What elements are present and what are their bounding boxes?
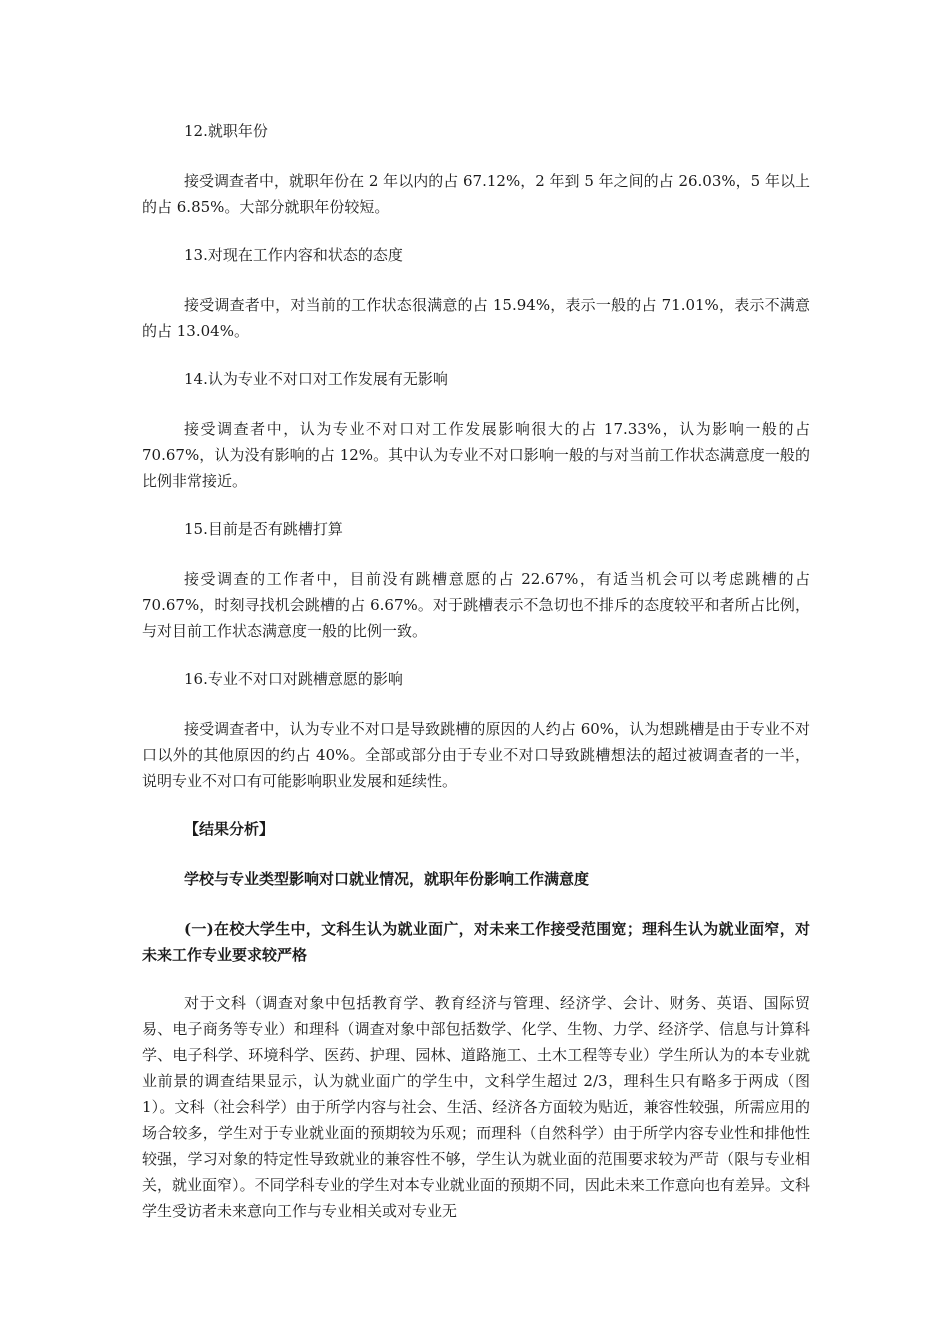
section-body-14: 接受调查者中，认为专业不对口对工作发展影响很大的占 17.33%，认为影响一般的占 70.67%，认为没有影响的占 12%。其中认为专业不对口影响一般的与对当前工作状态满意度一般的比例非常接近。 [142, 420, 810, 490]
results-title: 【结果分析】 [184, 820, 275, 838]
section-body-16: 接受调查者中，认为专业不对口是导致跳槽的原因的人约占 60%，认为想跳槽是由于专业不对口以外的其他原因的约占 40%。全部或部分由于专业不对口导致跳槽想法的超过被调查者的一半，说明专业不对口有可能影响职业发展和延续性。 [142, 720, 810, 790]
results-paragraph: 对于文科（调查对象中包括教育学、教育经济与管理、经济学、会计、财务、英语、国际贸易、电子商务等专业）和理科（调查对象中部包括数学、化学、生物、力学、经济学、信息与计算科学、电子科学、环境科学、医药、护理、园林、道路施工、土木工程等专业）学生所认为的本专业就业前景的调查结果显示，认为就业面广的学生中，文科学生超过 2/3，理科生只有略多于两成（图 1）。文科（社会科学）由于所学内容与社会、生活、经济各方面较为贴近，兼容性较强，所需应用的场合较多，学生对于专业就业面的预期较为乐观；而理科（自然科学）由于所学内容专业性和排他性较强，学习对象的特定性导致就业的兼容性不够，学生认为就业面的范围要求较为严苛（限与专业相关，就业面窄）。不同学科专业的学生对本专业就业面的预期不同，因此未来工作意向也有差异。文科学生受访者未来意向工作与专业相关或对专业无 [142, 994, 810, 1220]
section-body-12: 接受调查者中，就职年份在 2 年以内的占 67.12%，2 年到 5 年之间的占 26.03%，5 年以上的占 6.85%。大部分就职年份较短。 [142, 172, 810, 216]
document-page [142, 118, 810, 1224]
section-body-15: 接受调查的工作者中，目前没有跳槽意愿的占 22.67%，有适当机会可以考虑跳槽的占 70.67%，时刻寻找机会跳槽的占 6.67%。对于跳槽表示不急切也不排斥的态度较平和者所占比例，与对目前工作状态满意度一般的比例一致。 [142, 570, 810, 640]
section-heading-13: 13.对现在工作内容和状态的态度 [184, 246, 403, 264]
results-point-1: (一)在校大学生中，文科生认为就业面广，对未来工作接受范围宽；理科生认为就业面窄，对未来工作专业要求较严格 [142, 920, 810, 964]
section-heading-12: 12.就职年份 [184, 122, 268, 140]
section-heading-14: 14.认为专业不对口对工作发展有无影响 [184, 370, 448, 388]
results-subtitle: 学校与专业类型影响对口就业情况，就职年份影响工作满意度 [184, 870, 590, 888]
section-heading-16: 16.专业不对口对跳槽意愿的影响 [184, 670, 403, 688]
section-body-13: 接受调查者中，对当前的工作状态很满意的占 15.94%，表示一般的占 71.01%，表示不满意的占 13.04%。 [142, 296, 810, 340]
section-heading-15: 15.目前是否有跳槽打算 [184, 520, 343, 538]
